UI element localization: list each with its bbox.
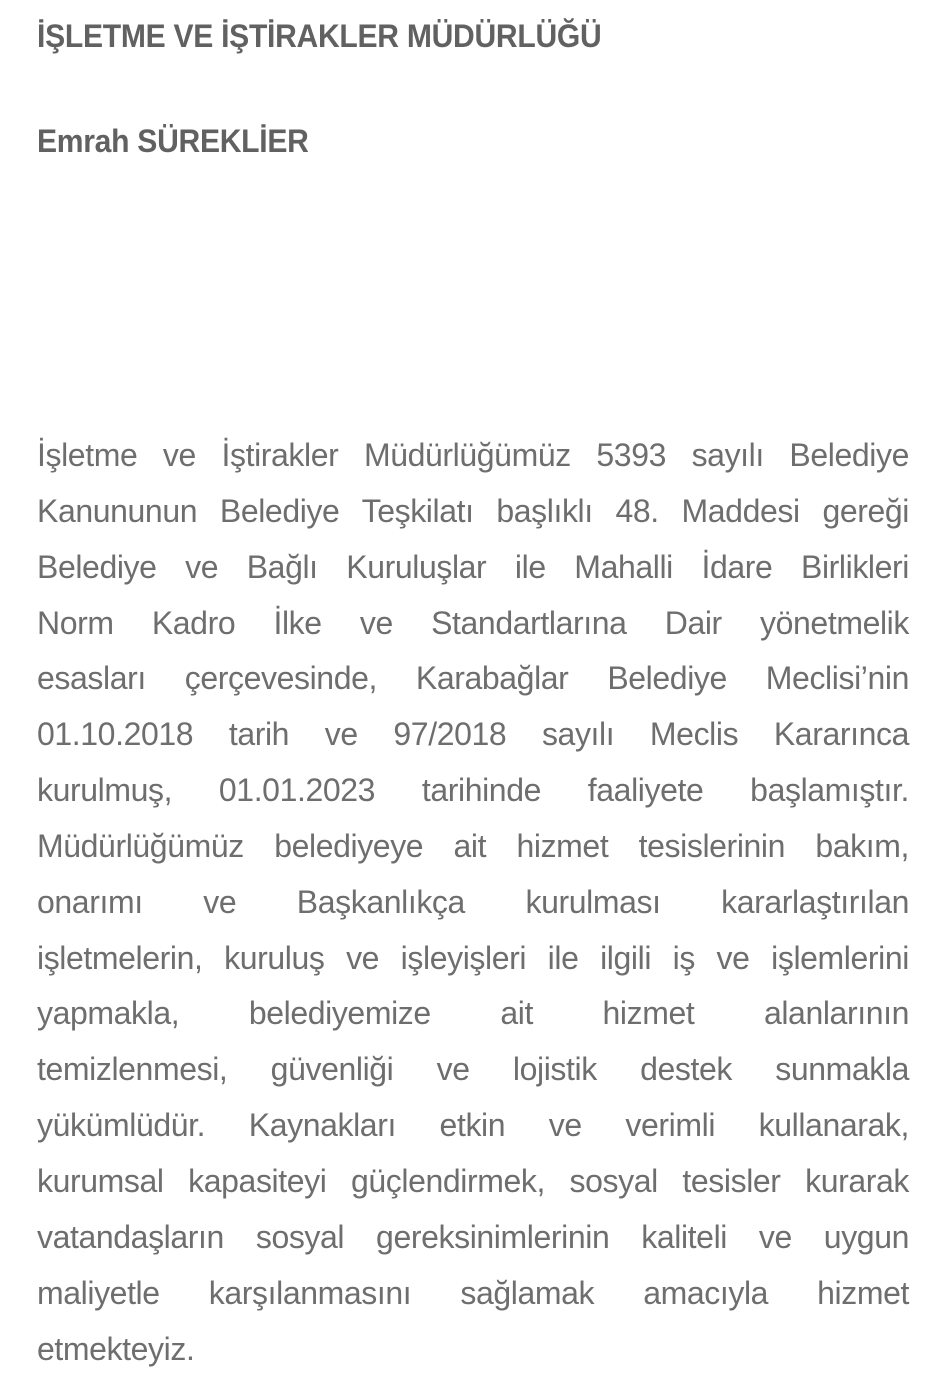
paragraph-line: yapmakla, belediyemize ait hizmet alanlarının	[37, 995, 909, 1032]
paragraph-line: vatandaşların sosyal gereksinimlerinin kaliteli ve uygun	[37, 1218, 909, 1255]
paragraph-line: 01.10.2018 tarih ve 97/2018 sayılı Meclis Kararınca	[37, 716, 909, 753]
paragraph-line: temizlenmesi, güvenliği ve lojistik destek sunmakla	[37, 1051, 909, 1088]
paragraph-line: kurumsal kapasiteyi güçlendirmek, sosyal tesisler kurarak	[37, 1162, 909, 1199]
paragraph-line: onarımı ve Başkanlıkça kurulması kararlaştırılan	[37, 883, 909, 920]
paragraph-line: İşletme ve İştirakler Müdürlüğümüz 5393 sayılı Belediye	[37, 437, 909, 473]
paragraph-line: Kanununun Belediye Teşkilatı başlıklı 48. Maddesi gereği	[37, 492, 909, 529]
paragraph-line: işletmelerin, kuruluş ve işleyişleri ile ilgili iş ve işlemlerini	[37, 939, 909, 976]
paragraph-line: Belediye ve Bağlı Kuruluşlar ile Mahalli İdare Birlikleri	[37, 548, 909, 585]
paragraph-line: esasları çerçevesinde, Karabağlar Belediye Meclisi’nin	[37, 660, 909, 697]
paragraph-line: maliyetle karşılanmasını sağlamak amacıyla hizmet	[37, 1274, 909, 1311]
paragraph-line: kurulmuş, 01.01.2023 tarihinde faaliyete başlamıştır.	[37, 772, 909, 809]
paragraph-line: Müdürlüğümüz belediyeye ait hizmet tesislerinin bakım,	[37, 827, 909, 864]
description-paragraph	[37, 432, 909, 1381]
director-name: Emrah SÜREKLİER	[37, 123, 309, 159]
paragraph-line: etmekteyiz.	[37, 1330, 195, 1367]
paragraph-line: yükümlüdür. Kaynakları etkin ve verimli kullanarak,	[37, 1107, 909, 1144]
paragraph-line: Norm Kadro İlke ve Standartlarına Dair yönetmelik	[37, 604, 909, 641]
page-title: İŞLETME VE İŞTİRAKLER MÜDÜRLÜĞÜ	[37, 18, 602, 54]
